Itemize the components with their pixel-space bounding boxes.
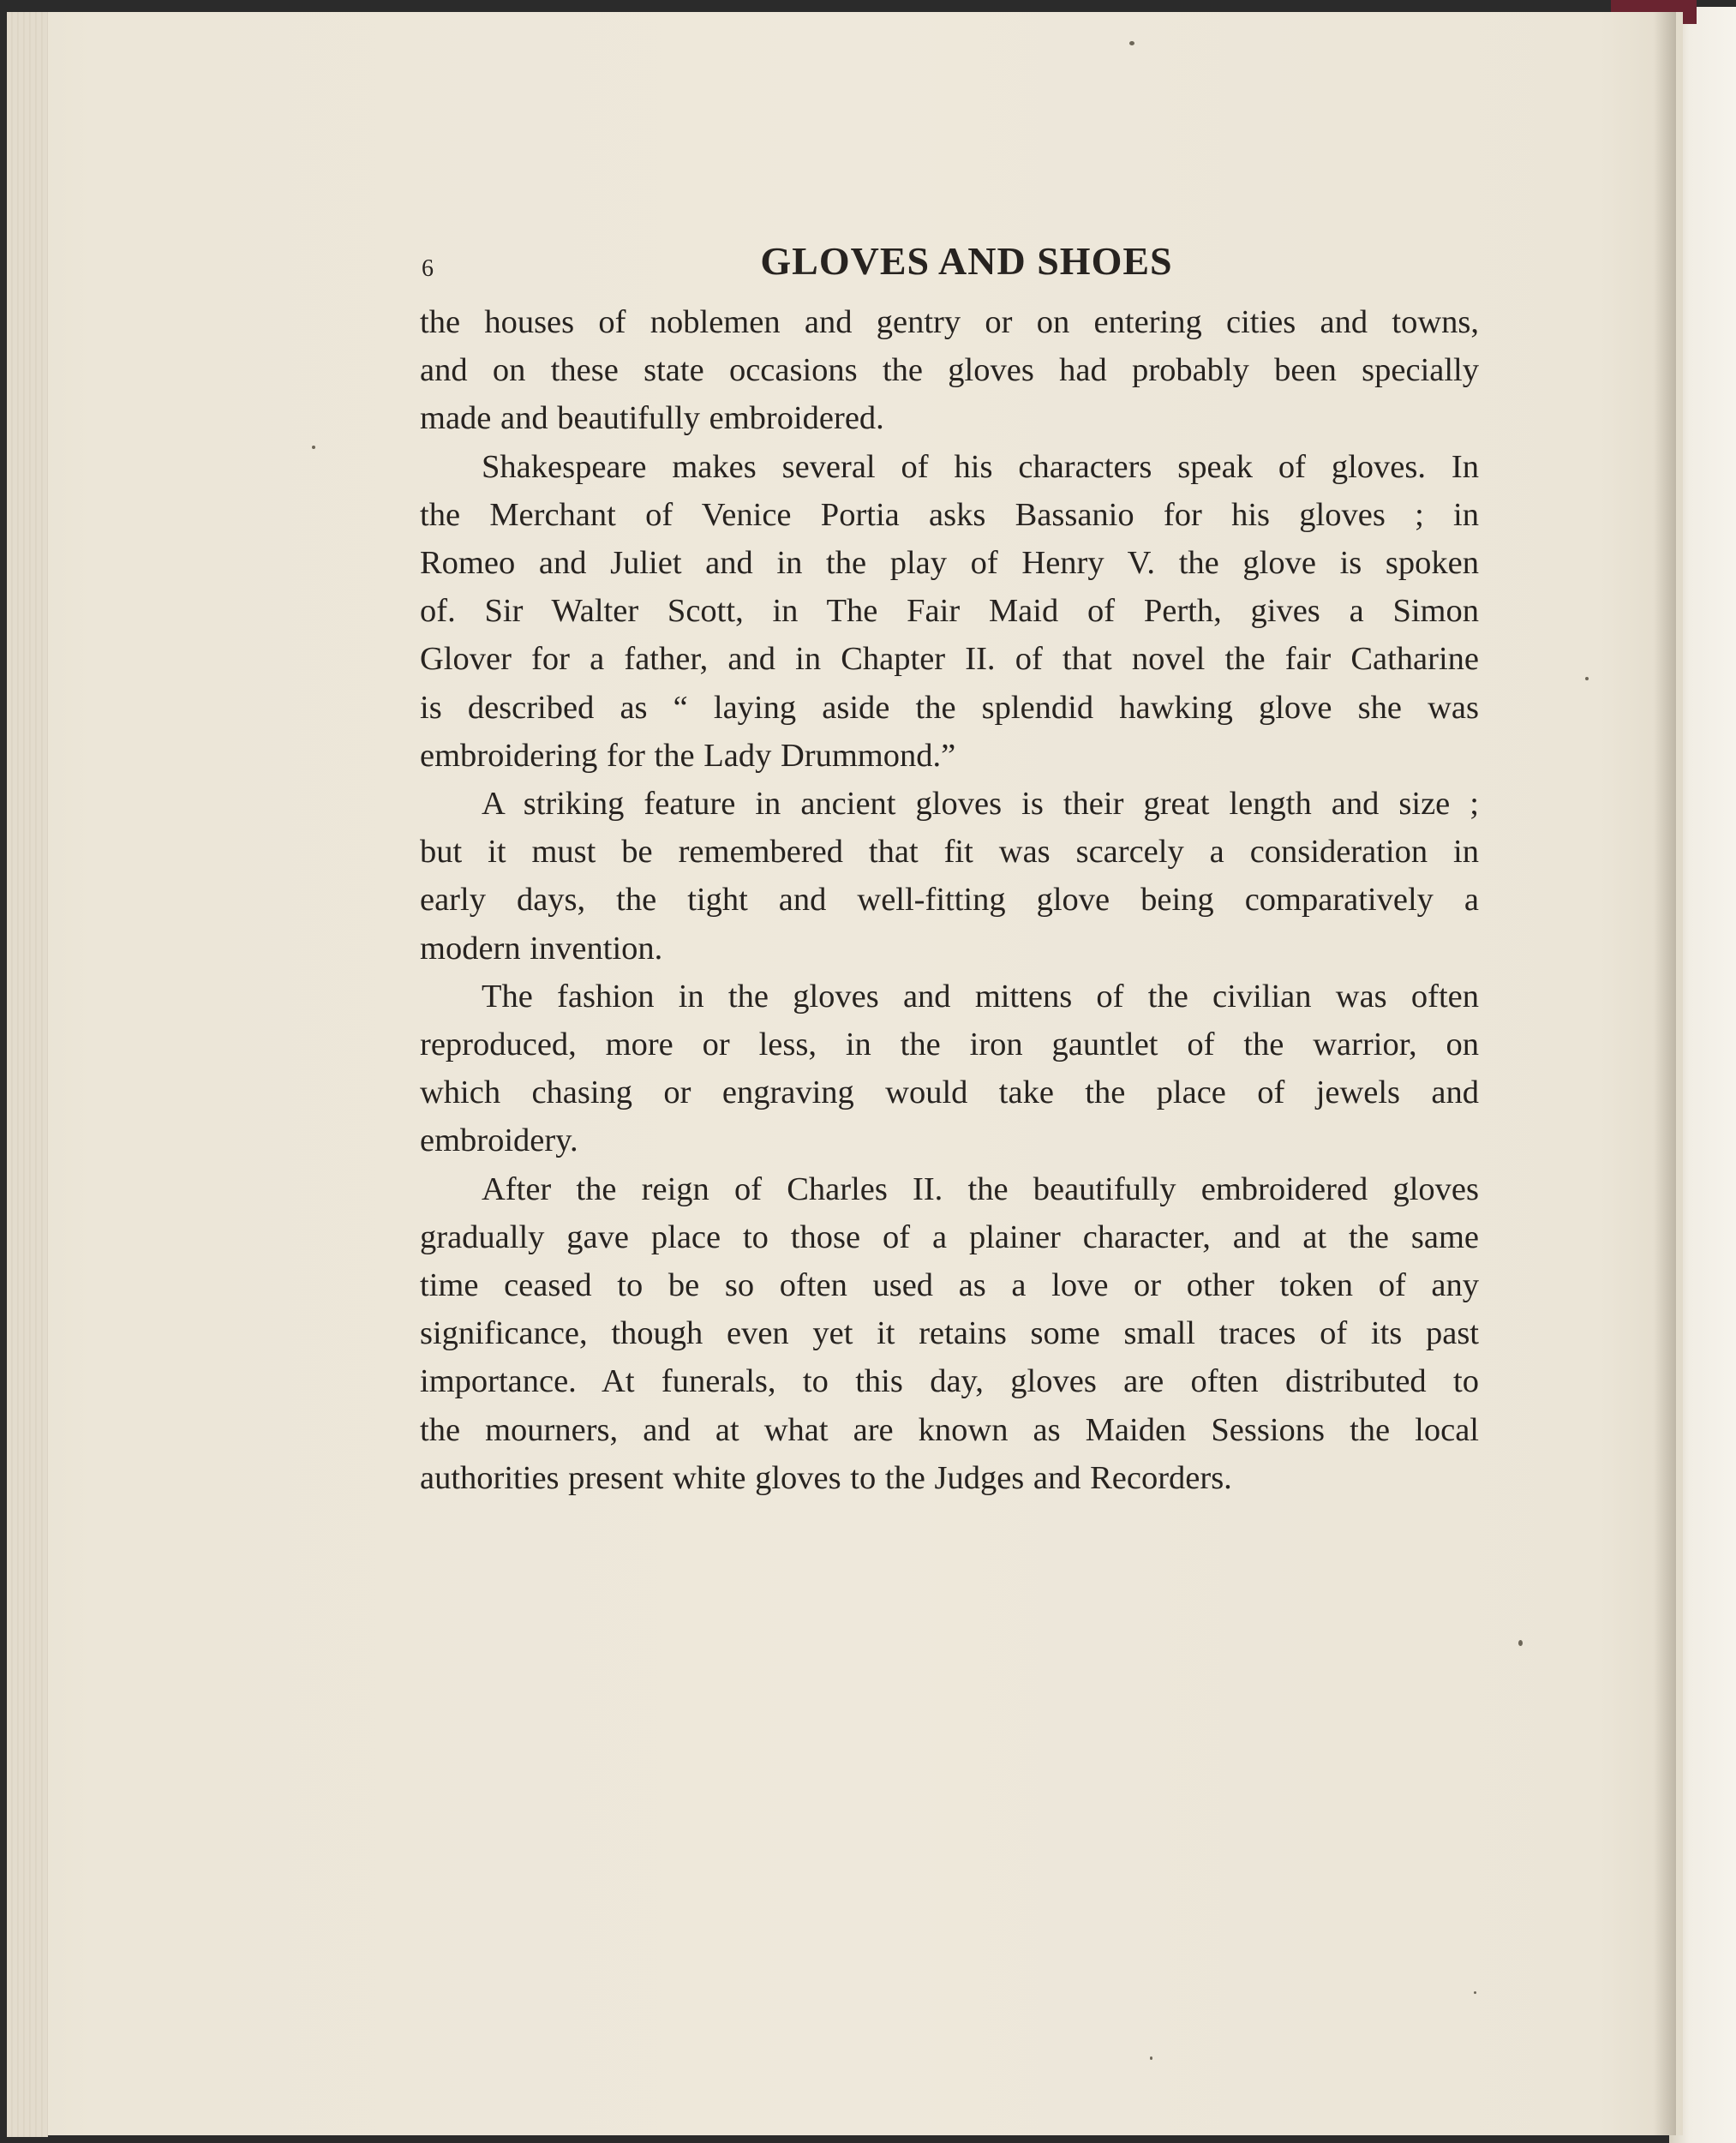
- text-line: the mourners, and at what are known as Maiden Sessions the local: [420, 1411, 1479, 1448]
- text-line: embroidering for the Lady Drummond.”: [420, 737, 956, 774]
- text-line: time ceased to be so often used as a love or other token of any: [420, 1267, 1479, 1304]
- paragraph-5: [420, 1165, 1479, 1502]
- page-stack-edge: [7, 12, 48, 2137]
- paper-fleck: [1129, 41, 1134, 45]
- text-line: but it must be remembered that fit was scarcely a consideration in: [420, 834, 1479, 871]
- page-text: [420, 238, 1479, 1502]
- paper-fleck: [1150, 2056, 1152, 2060]
- text-line: reproduced, more or less, in the iron gauntlet of the warrior, on: [420, 1027, 1479, 1063]
- text-line: Romeo and Juliet and in the play of Henry V. the glove is spoken: [420, 545, 1479, 582]
- text-line: importance. At funerals, to this day, gloves are often distributed to: [420, 1363, 1479, 1400]
- text-line: early days, the tight and well-fitting glove being comparatively a: [420, 882, 1479, 919]
- text-line: modern invention.: [420, 930, 663, 967]
- text-line: of. Sir Walter Scott, in The Fair Maid of Perth, gives a Simon: [420, 593, 1479, 630]
- paper-fleck: [312, 446, 315, 449]
- running-title: GLOVES AND SHOES: [760, 239, 1173, 283]
- gutter-shadow: [1654, 12, 1676, 2135]
- paragraph-1: [420, 298, 1479, 443]
- text-line: The fashion in the gloves and mittens of the civilian was often: [482, 978, 1479, 1015]
- paragraph-3: [420, 780, 1479, 973]
- text-line: significance, though even yet it retains some small traces of its past: [420, 1315, 1479, 1352]
- text-line: gradually gave place to those of a plainer character, and at the same: [420, 1218, 1479, 1255]
- text-line: is described as “ laying aside the splendid hawking glove she was: [420, 689, 1479, 726]
- text-line: After the reign of Charles II. the beautifully embroidered gloves: [482, 1170, 1479, 1207]
- paper-fleck: [1585, 677, 1589, 680]
- paper-fleck: [1518, 1640, 1523, 1646]
- text-line: embroidery.: [420, 1122, 578, 1159]
- running-head: [420, 238, 1479, 296]
- text-line: the houses of noblemen and gentry or on entering cities and towns,: [420, 304, 1479, 340]
- text-line: which chasing or engraving would take the place of jewels and: [420, 1074, 1479, 1111]
- text-line: and on these state occasions the gloves had probably been specially: [420, 352, 1479, 389]
- text-line: Glover for a father, and in Chapter II. of that novel the fair Catharine: [420, 641, 1479, 678]
- text-line: the Merchant of Venice Portia asks Bassanio for his gloves ; in: [420, 496, 1479, 533]
- text-line: Shakespeare makes several of his characters speak of gloves. In: [482, 448, 1479, 485]
- text-line: authorities present white gloves to the Judges and Recorders.: [420, 1459, 1232, 1496]
- text-line: made and beautifully embroidered.: [420, 400, 884, 437]
- text-line: A striking feature in ancient gloves is their great length and size ;: [482, 786, 1479, 823]
- page-number: 6: [422, 255, 434, 282]
- paragraph-2: [420, 443, 1479, 780]
- paper-fleck: [1474, 1991, 1476, 1994]
- paragraph-4: [420, 973, 1479, 1165]
